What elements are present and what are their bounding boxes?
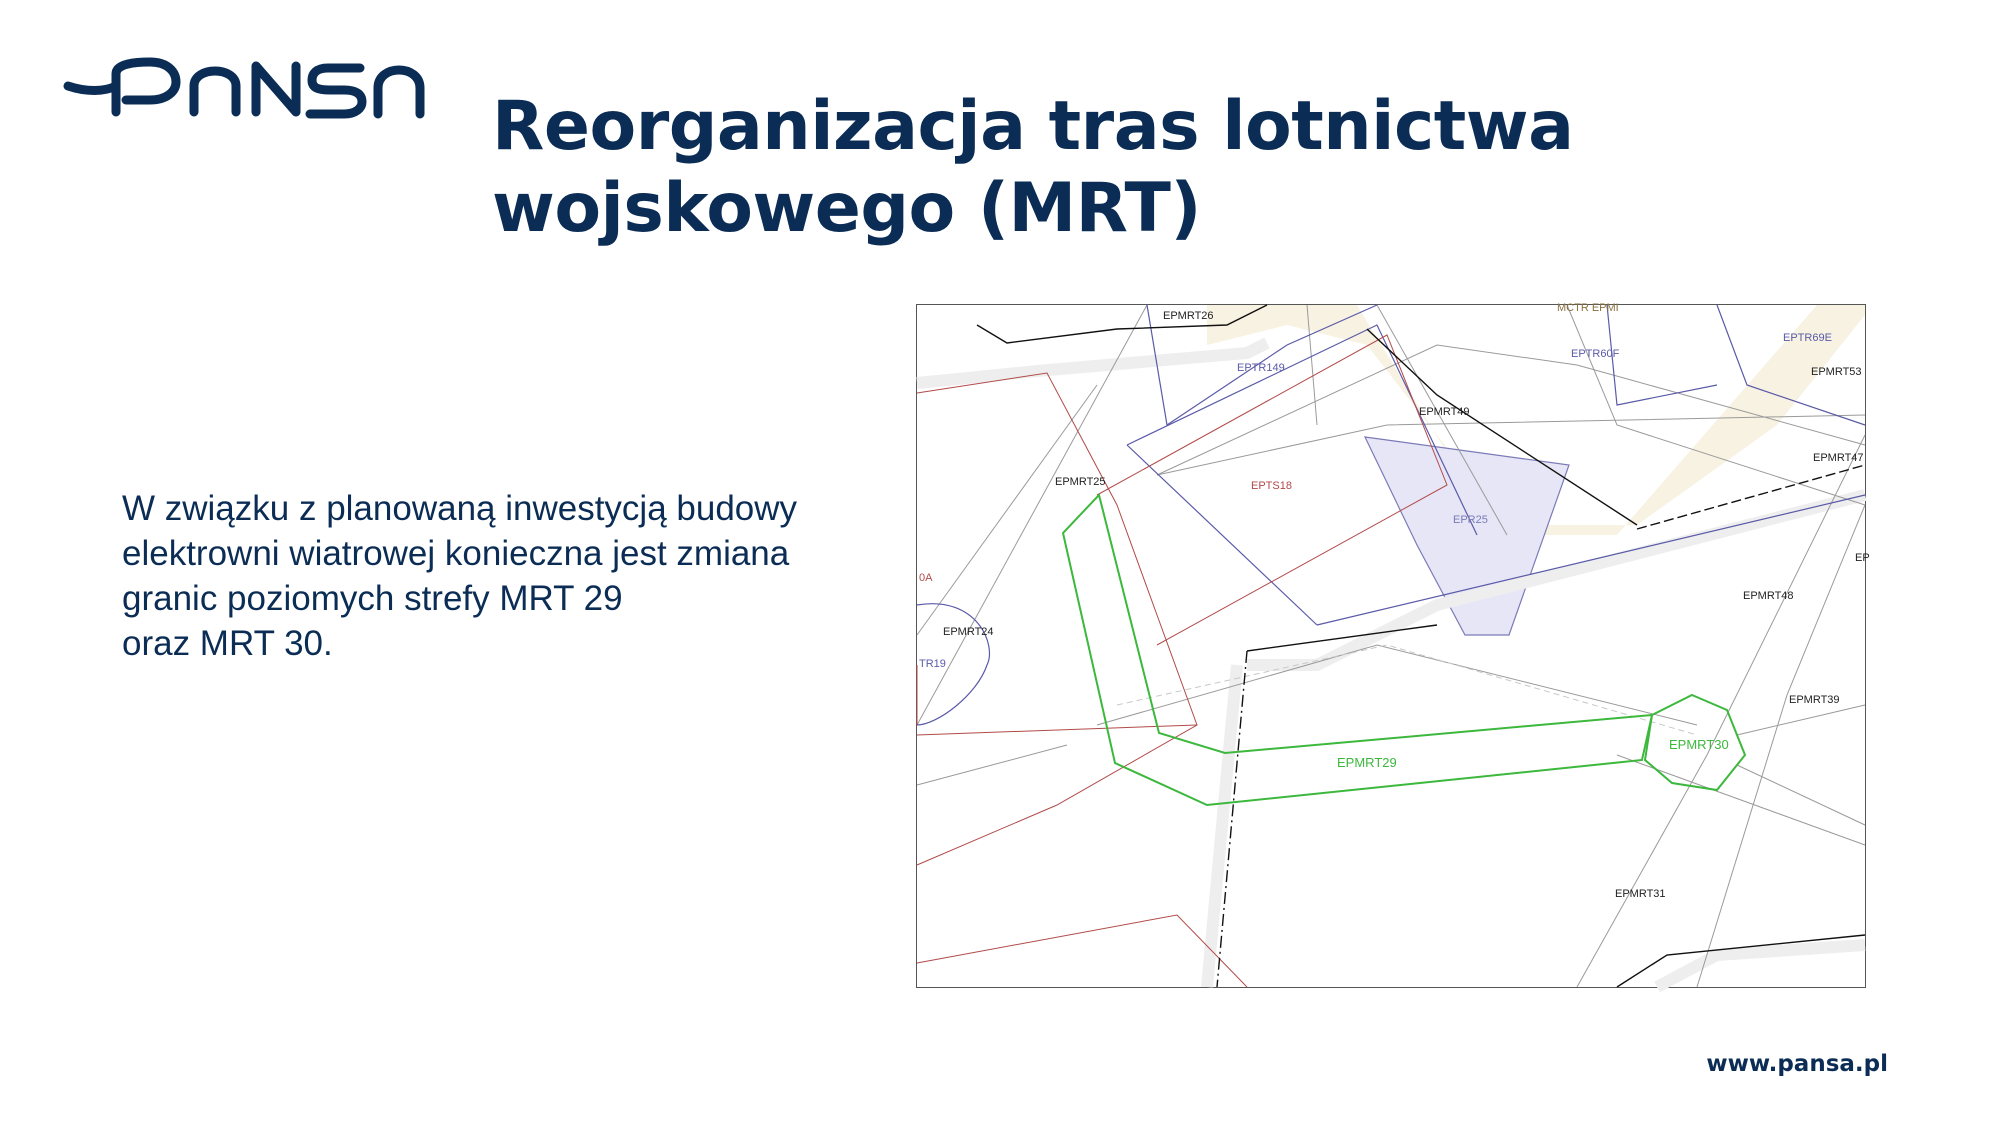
title-line-1: Reorganizacja tras lotnictwa [492,87,1574,166]
label-mrt24: EPMRT24 [943,626,994,638]
label-mrt49: EPMRT49 [1419,406,1470,418]
label-tr19: TR19 [919,658,946,670]
label-ts18: EPTS18 [1251,480,1292,492]
epr25-area [1365,437,1569,635]
label-mrt39: EPMRT39 [1789,694,1840,706]
pansa-logo [64,60,424,124]
label-mctr: MCTR EPMI [1557,302,1619,314]
label-mrt29: EPMRT29 [1337,755,1397,770]
label-0a: 0A [919,572,933,584]
body-line-3: granic poziomych strefy MRT 29 [122,579,623,618]
label-mrt30: EPMRT30 [1669,737,1729,752]
label-r25: EPR25 [1453,514,1488,526]
label-tr69e: EPTR69E [1783,332,1832,344]
label-mrt31: EPMRT31 [1615,888,1666,900]
slide-title [492,86,1574,250]
ts-boundaries [917,335,1447,987]
body-line-2: elektrowni wiatrowej konieczna jest zmiana [122,534,790,573]
label-ep: EP [1855,552,1870,564]
label-mrt47: EPMRT47 [1813,452,1864,464]
label-tr60f: EPTR60F [1571,348,1620,360]
dashed-route [1117,645,1697,735]
label-mrt26: EPMRT26 [1163,310,1214,322]
body-line-1: W związku z planowaną inwestycją budowy [122,489,798,528]
airspace-map-svg [917,302,1870,987]
airspace-map [916,302,1870,988]
title-line-2: wojskowego (MRT) [492,169,1201,248]
body-paragraph [122,486,882,666]
footer-url[interactable]: www.pansa.pl [1706,1051,1888,1077]
label-tr149: EPTR149 [1237,362,1285,374]
body-line-4: oraz MRT 30. [122,624,333,663]
label-mrt25: EPMRT25 [1055,476,1106,488]
label-mrt48: EPMRT48 [1743,590,1794,602]
label-mrt53: EPMRT53 [1811,366,1862,378]
